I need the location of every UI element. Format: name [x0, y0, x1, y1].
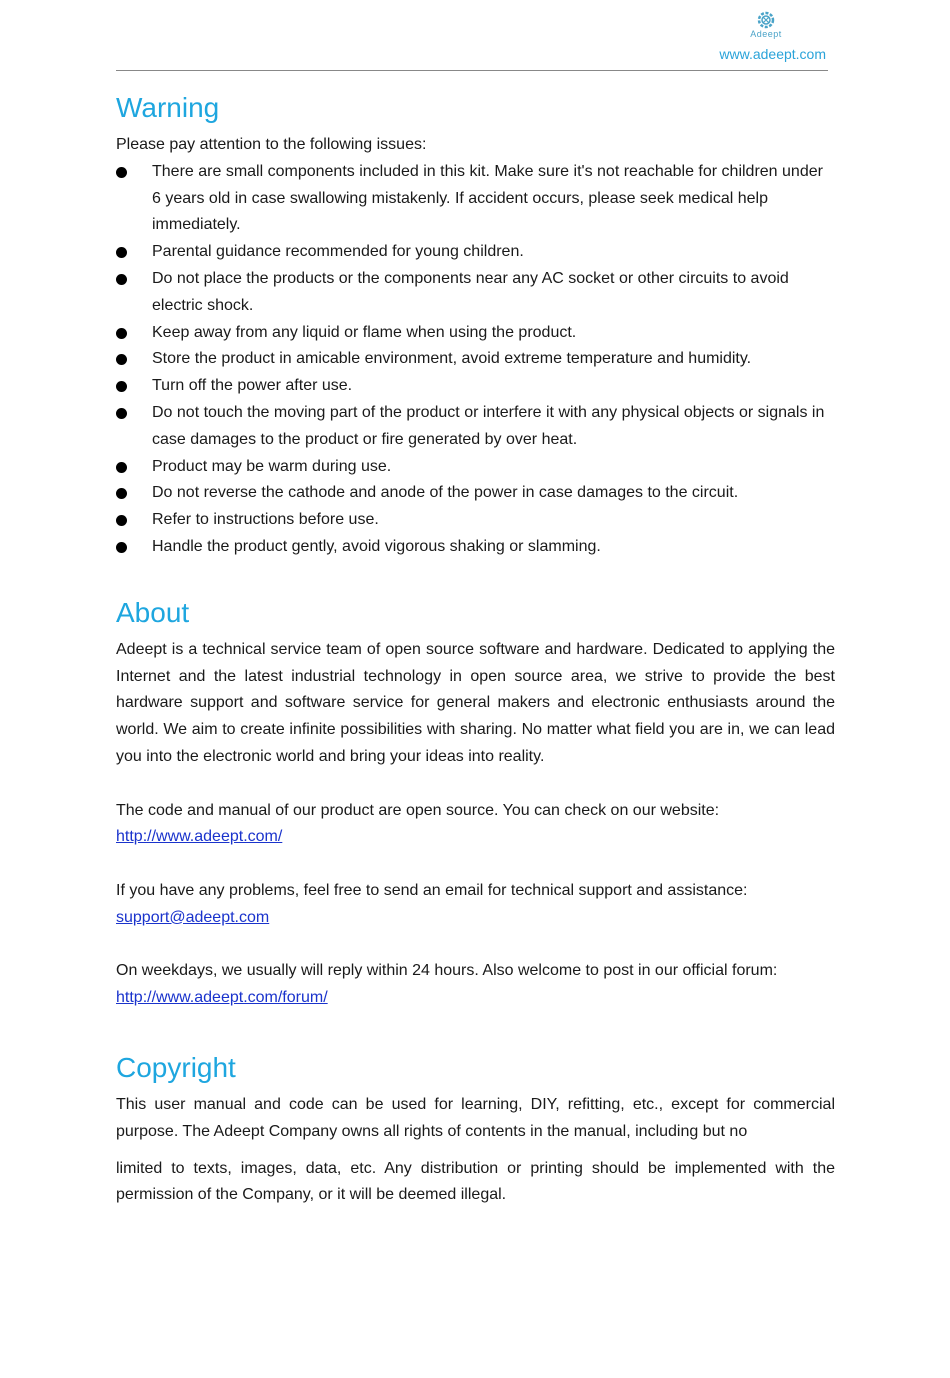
bullet-icon: [116, 274, 127, 285]
copyright-paragraph-2: limited to texts, images, data, etc. Any distribution or printing should be implemented with the permission of the Company, or it will be deemed illegal.: [116, 1159, 835, 1204]
code-open-source-text: The code and manual of our product are open source. You can check on our website:: [116, 801, 720, 819]
header-site-url: www.adeept.com: [719, 46, 826, 62]
gear-icon: [756, 10, 776, 30]
copyright-paragraph-1: This user manual and code can be used for learning, DIY, refitting, etc., except for commercial purpose. The Adeept Company owns all rights of contents in the manual, including but no: [116, 1095, 835, 1140]
warning-item: Do not place the products or the components near any AC socket or other circuits to avoid electric shock.: [116, 266, 835, 320]
bullet-icon: [116, 354, 127, 365]
about-paragraph: Adeept is a technical service team of open source software and hardware. Dedicated to applying the Internet and the latest industrial technology in open source area, we strive to provide the best hardware support and software service for general makers and electronic enthusiasts around the world. We aim to create infinite possibilities with sharing. No matter what field you are in, we can lead you into the electronic world and bring your ideas into reality.: [116, 640, 835, 765]
bullet-icon: [116, 515, 127, 526]
warning-item: Product may be warm during use.: [116, 454, 835, 481]
copyright-section: [116, 1050, 835, 1209]
forum-text: On weekdays, we usually will reply within 24 hours. Also welcome to post in our official forum:: [116, 962, 778, 980]
bullet-icon: [116, 167, 127, 178]
warning-item: Handle the product gently, avoid vigorous shaking or slamming.: [116, 534, 835, 561]
bullet-icon: [116, 408, 127, 419]
bullet-icon: [116, 381, 127, 392]
bullet-icon: [116, 247, 127, 258]
warning-item: There are small components included in this kit. Make sure it's not reachable for children under 6 years old in case swallowing mistakenly. If accident occurs, please seek medical help immediately.: [116, 159, 835, 239]
bullet-icon: [116, 542, 127, 553]
warning-item: Store the product in amicable environment, avoid extreme temperature and humidity.: [116, 346, 835, 373]
warning-item: Turn off the power after use.: [116, 373, 835, 400]
warning-item: Parental guidance recommended for young children.: [116, 239, 835, 266]
bullet-icon: [116, 462, 127, 473]
bullet-icon: [116, 328, 127, 339]
warning-item: Do not reverse the cathode and anode of the power in case damages to the circuit.: [116, 480, 835, 507]
website-link[interactable]: http://www.adeept.com/: [116, 828, 283, 846]
forum-link[interactable]: http://www.adeept.com/forum/: [116, 989, 328, 1007]
warning-heading: Warning: [116, 92, 220, 123]
warning-section: [116, 90, 835, 561]
bullet-icon: [116, 488, 127, 499]
about-section: [116, 595, 835, 1012]
warning-item: Refer to instructions before use.: [116, 507, 835, 534]
warning-item: Keep away from any liquid or flame when using the product.: [116, 320, 835, 347]
support-text: If you have any problems, feel free to send an email for technical support and assistance:: [116, 881, 748, 899]
support-email-link[interactable]: support@adeept.com: [116, 908, 270, 926]
adeept-logo: [746, 10, 786, 39]
page-content: [116, 90, 835, 1209]
warning-item: Do not touch the moving part of the product or interfere it with any physical objects or signals in case damages to the product or fire generated by over heat.: [116, 400, 835, 454]
copyright-heading: Copyright: [116, 1051, 236, 1083]
warning-intro: Please pay attention to the following issues:: [116, 136, 427, 153]
warning-list: [116, 159, 835, 561]
logo-text: Adeept: [750, 29, 782, 39]
page-header: [116, 8, 828, 71]
about-heading: About: [116, 596, 190, 628]
